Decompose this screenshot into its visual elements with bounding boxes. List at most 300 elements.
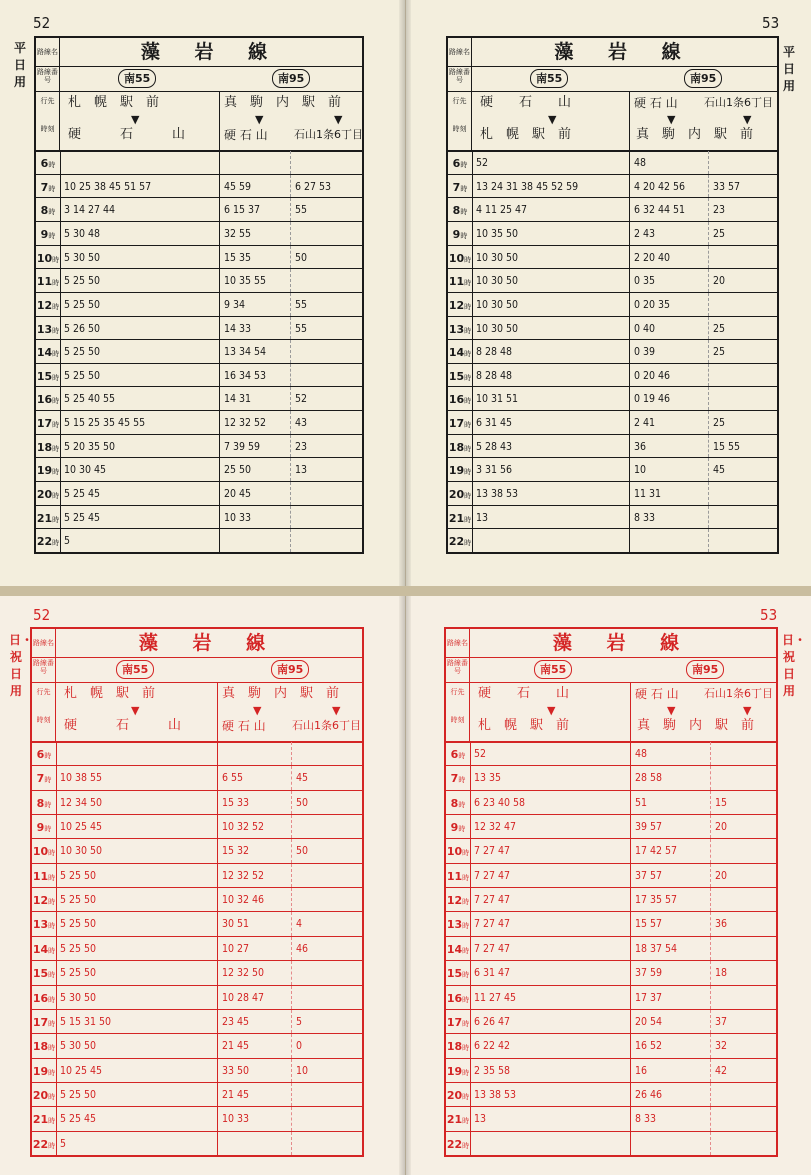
departure-times-c: 25 bbox=[708, 340, 777, 363]
via-a: 硬 石 山 bbox=[68, 127, 186, 142]
hour-suffix: 時 bbox=[52, 397, 60, 406]
departure-times-a: 5 25 50 bbox=[64, 275, 101, 288]
hour-number: 14 bbox=[32, 942, 49, 956]
departure-times-c: 55 bbox=[290, 198, 362, 221]
hour-row bbox=[446, 936, 776, 960]
departure-times-a: 7 27 47 bbox=[474, 918, 511, 931]
weekday-side-label: 平日用 bbox=[782, 45, 795, 93]
hour-suffix: 時 bbox=[52, 302, 60, 311]
hour-row bbox=[446, 911, 776, 935]
route-name-label: 路線名 bbox=[36, 38, 60, 66]
hour-cell bbox=[32, 986, 57, 1009]
book-spine bbox=[399, 596, 411, 1175]
departure-times-c bbox=[290, 529, 362, 552]
departure-times-a bbox=[56, 742, 217, 765]
departure-times-a: 4 11 25 47 bbox=[476, 204, 528, 217]
departure-times-b: 20 54 bbox=[630, 1010, 710, 1033]
hour-suffix: 時 bbox=[44, 800, 52, 809]
hour-row bbox=[448, 528, 777, 552]
hour-number: 9 bbox=[452, 227, 461, 241]
hour-suffix: 時 bbox=[48, 1044, 56, 1053]
departure-times-a: 10 30 50 bbox=[476, 298, 519, 311]
departure-times-c: 25 bbox=[708, 411, 777, 434]
hour-suffix: 時 bbox=[462, 1044, 470, 1053]
departure-times-c bbox=[291, 986, 362, 1009]
route-title: 藻 岩 線 bbox=[552, 632, 694, 654]
hour-suffix: 時 bbox=[464, 350, 472, 359]
route-name-label: 路線名 bbox=[448, 38, 472, 66]
hour-row bbox=[32, 838, 362, 862]
departure-times-a: 10 30 50 bbox=[476, 251, 519, 264]
destination-a: 硬 石 山 bbox=[478, 686, 570, 701]
hour-cell bbox=[32, 766, 57, 789]
hour-suffix: 時 bbox=[458, 752, 466, 760]
hour-number: 19 bbox=[446, 1064, 463, 1078]
departure-times-a: 5 30 48 bbox=[64, 227, 101, 240]
hour-suffix: 時 bbox=[48, 1068, 56, 1077]
hour-cell bbox=[448, 435, 473, 458]
departure-times-a: 11 27 45 bbox=[474, 991, 517, 1004]
route-badge-b: 南95 bbox=[686, 660, 724, 679]
departure-times-b: 7 39 59 bbox=[219, 435, 290, 458]
hour-row bbox=[36, 174, 362, 198]
timetable bbox=[30, 627, 364, 1157]
hour-suffix: 時 bbox=[48, 849, 56, 858]
route-badge-a: 南55 bbox=[534, 660, 572, 679]
hour-cell bbox=[32, 742, 57, 765]
departure-times-a: 5 bbox=[60, 1137, 67, 1150]
hour-number: 19 bbox=[32, 1064, 49, 1078]
hour-cell bbox=[32, 912, 57, 935]
route-number-label: 路線番号 bbox=[448, 66, 472, 91]
hour-suffix: 時 bbox=[464, 492, 472, 501]
hour-cell bbox=[36, 246, 61, 269]
departure-times-c bbox=[290, 340, 362, 363]
route-number-label: 路線番号 bbox=[32, 657, 56, 682]
hour-row bbox=[446, 1082, 776, 1106]
hour-row bbox=[36, 245, 362, 269]
arrow-down-icon: ▼ bbox=[667, 113, 676, 126]
departure-times-c: 0 bbox=[291, 1034, 362, 1057]
departure-times-a: 5 25 40 55 bbox=[64, 393, 116, 406]
route-number-label: 路線番号 bbox=[36, 66, 60, 91]
hour-cell bbox=[448, 506, 473, 529]
arrow-down-icon: ▼ bbox=[255, 113, 264, 126]
route-number-label: 路線番号 bbox=[446, 657, 470, 682]
hour-row bbox=[32, 1033, 362, 1057]
page-number: 52 bbox=[33, 14, 51, 32]
departure-times-b: 21 45 bbox=[217, 1083, 291, 1106]
departure-times-c bbox=[710, 839, 776, 862]
route-title: 藻 岩 線 bbox=[138, 632, 280, 654]
hour-row bbox=[36, 363, 362, 387]
departure-times-b: 30 51 bbox=[217, 912, 291, 935]
hour-label: 時刻 bbox=[36, 716, 51, 724]
departure-times-b bbox=[630, 1132, 710, 1155]
departure-times-b bbox=[219, 151, 290, 174]
departure-times-c bbox=[290, 269, 362, 292]
page-holiday-53 bbox=[406, 596, 811, 1175]
hour-row bbox=[32, 765, 362, 789]
departure-times-b: 37 57 bbox=[630, 864, 710, 887]
hour-suffix: 時 bbox=[462, 971, 470, 980]
via-b: 真 駒 内 駅 前 bbox=[637, 718, 755, 733]
hour-row bbox=[446, 1106, 776, 1130]
hour-suffix: 時 bbox=[464, 326, 472, 335]
departure-times-c bbox=[291, 1083, 362, 1106]
hour-row bbox=[36, 339, 362, 363]
arrow-down-icon: ▼ bbox=[131, 113, 140, 126]
hour-number: 7 bbox=[40, 180, 49, 194]
departure-times-b: 12 32 52 bbox=[219, 411, 290, 434]
hour-number: 13 bbox=[446, 918, 463, 932]
hour-cell bbox=[32, 1010, 57, 1033]
hour-row bbox=[36, 221, 362, 245]
departure-times-c bbox=[708, 364, 777, 387]
hour-row bbox=[446, 1058, 776, 1082]
arrow-down-icon: ▼ bbox=[334, 113, 343, 126]
departure-times-a: 5 15 31 50 bbox=[60, 1015, 112, 1028]
destination-label: 行先 bbox=[36, 688, 51, 696]
departure-times-c: 6 27 53 bbox=[290, 175, 362, 198]
hour-cell bbox=[36, 529, 61, 552]
hour-cell bbox=[446, 1083, 471, 1106]
departure-times-b: 37 59 bbox=[630, 961, 710, 984]
departure-times-b: 23 45 bbox=[217, 1010, 291, 1033]
hour-row bbox=[36, 528, 362, 552]
hour-row bbox=[448, 386, 777, 410]
hour-suffix: 時 bbox=[52, 539, 60, 548]
departure-times-c: 36 bbox=[710, 912, 776, 935]
hour-cell bbox=[36, 387, 61, 410]
hour-suffix: 時 bbox=[48, 873, 56, 882]
hour-cell bbox=[446, 1107, 471, 1130]
departure-times-c: 15 55 bbox=[708, 435, 777, 458]
hour-suffix: 時 bbox=[462, 1068, 470, 1077]
hour-cell bbox=[448, 269, 473, 292]
departure-times-a: 6 26 47 bbox=[474, 1015, 511, 1028]
departure-times-b: 17 35 57 bbox=[630, 888, 710, 911]
departure-times-b: 10 33 bbox=[219, 506, 290, 529]
departure-times-c bbox=[291, 888, 362, 911]
hour-number: 6 bbox=[40, 157, 49, 170]
departure-times-b: 8 33 bbox=[629, 506, 708, 529]
departure-times-b: 25 50 bbox=[219, 458, 290, 481]
hour-suffix: 時 bbox=[52, 255, 60, 264]
departure-times-c: 13 bbox=[290, 458, 362, 481]
departure-times-a: 5 25 50 bbox=[64, 369, 101, 382]
hour-suffix: 時 bbox=[460, 184, 468, 193]
hour-suffix: 時 bbox=[460, 208, 468, 217]
departure-times-b: 15 32 bbox=[217, 839, 291, 862]
hour-cell bbox=[36, 222, 61, 245]
departure-times-a: 5 30 50 bbox=[60, 1040, 97, 1053]
hour-row bbox=[36, 505, 362, 529]
hour-suffix: 時 bbox=[462, 1141, 470, 1150]
hour-number: 20 bbox=[36, 488, 53, 502]
departure-times-c bbox=[708, 506, 777, 529]
hour-number: 10 bbox=[448, 251, 465, 265]
hour-row bbox=[448, 410, 777, 434]
departure-times-c: 23 bbox=[290, 435, 362, 458]
departure-times-a: 13 bbox=[476, 511, 489, 524]
hour-suffix: 時 bbox=[460, 161, 468, 169]
departure-times-c bbox=[708, 151, 777, 174]
destination-b: 真 駒 内 駅 前 bbox=[224, 95, 342, 110]
hour-suffix: 時 bbox=[464, 302, 472, 311]
departure-times-b: 39 57 bbox=[630, 815, 710, 838]
hour-number: 11 bbox=[32, 869, 49, 883]
departure-times-a: 10 30 50 bbox=[476, 322, 519, 335]
departure-times-a: 5 25 45 bbox=[64, 488, 101, 501]
hour-number: 12 bbox=[448, 298, 465, 312]
departure-times-a: 13 35 bbox=[474, 772, 502, 785]
hour-row bbox=[36, 150, 362, 174]
route-title: 藻 岩 線 bbox=[554, 41, 695, 63]
hour-suffix: 時 bbox=[464, 279, 472, 288]
page-weekday-52 bbox=[0, 0, 405, 586]
destination-c: 石山1条6丁目 bbox=[704, 96, 773, 109]
hour-cell bbox=[32, 888, 57, 911]
departure-times-b: 14 33 bbox=[219, 317, 290, 340]
hour-suffix: 時 bbox=[52, 421, 60, 430]
departure-times-a: 5 28 43 bbox=[476, 440, 513, 453]
hour-cell bbox=[32, 864, 57, 887]
via-a: 札 幌 駅 前 bbox=[480, 127, 572, 142]
hour-suffix: 時 bbox=[464, 444, 472, 453]
departure-times-b: 0 19 46 bbox=[629, 387, 708, 410]
route-badge-b: 南95 bbox=[271, 660, 309, 679]
departure-times-c bbox=[290, 151, 362, 174]
destination-a: 硬 石 山 bbox=[480, 95, 572, 110]
hour-cell bbox=[446, 766, 471, 789]
hour-number: 13 bbox=[32, 918, 49, 932]
departure-times-a: 5 25 50 bbox=[60, 967, 97, 980]
hour-cell bbox=[448, 198, 473, 221]
hour-number: 8 bbox=[40, 204, 49, 218]
hour-suffix: 時 bbox=[48, 231, 56, 240]
hour-suffix: 時 bbox=[48, 898, 56, 907]
page-spread-divider bbox=[0, 586, 811, 596]
departure-times-a: 10 38 55 bbox=[60, 772, 103, 785]
departure-times-a: 5 30 50 bbox=[64, 251, 101, 264]
hour-row bbox=[446, 985, 776, 1009]
departure-times-a: 5 bbox=[64, 535, 71, 548]
departure-times-a: 7 27 47 bbox=[474, 894, 511, 907]
departure-times-b: 6 55 bbox=[217, 766, 291, 789]
hour-number: 11 bbox=[446, 869, 463, 883]
hour-row bbox=[448, 268, 777, 292]
departure-times-b: 51 bbox=[630, 791, 710, 814]
destination-label: 行先 bbox=[452, 97, 467, 105]
hour-cell bbox=[32, 1034, 57, 1057]
hour-suffix: 時 bbox=[48, 1117, 56, 1126]
departure-times-b: 17 42 57 bbox=[630, 839, 710, 862]
hour-number: 8 bbox=[452, 204, 461, 218]
departure-times-c: 43 bbox=[290, 411, 362, 434]
hour-suffix: 時 bbox=[462, 873, 470, 882]
departure-times-b: 4 20 42 56 bbox=[629, 175, 708, 198]
departure-times-b: 10 32 46 bbox=[217, 888, 291, 911]
hour-row bbox=[32, 1106, 362, 1130]
hour-suffix: 時 bbox=[462, 1019, 470, 1028]
route-name-label: 路線名 bbox=[32, 629, 56, 657]
hour-row bbox=[32, 887, 362, 911]
hour-number: 10 bbox=[446, 845, 463, 859]
via-b: 真 駒 内 駅 前 bbox=[636, 127, 754, 142]
hour-cell bbox=[36, 198, 61, 221]
via-c: 石山1条6丁目 bbox=[292, 719, 361, 732]
hour-number: 11 bbox=[448, 275, 465, 289]
departure-times-c bbox=[710, 986, 776, 1009]
hour-number: 7 bbox=[36, 772, 45, 786]
hour-cell bbox=[446, 1010, 471, 1033]
hour-row bbox=[448, 197, 777, 221]
hour-number: 8 bbox=[450, 796, 459, 810]
hour-cell bbox=[448, 364, 473, 387]
departure-times-b: 2 43 bbox=[629, 222, 708, 245]
hour-number: 16 bbox=[446, 991, 463, 1005]
departure-times-c: 25 bbox=[708, 222, 777, 245]
hour-number: 12 bbox=[32, 894, 49, 908]
hour-cell bbox=[32, 1132, 57, 1155]
departure-times-c: 37 bbox=[710, 1010, 776, 1033]
hour-cell bbox=[448, 222, 473, 245]
hour-cell bbox=[446, 912, 471, 935]
hour-suffix: 時 bbox=[464, 421, 472, 430]
departure-times-b: 8 33 bbox=[630, 1107, 710, 1130]
hour-suffix: 時 bbox=[52, 444, 60, 453]
hour-suffix: 時 bbox=[464, 515, 472, 524]
hour-number: 22 bbox=[32, 1137, 49, 1151]
departure-times-c: 4 bbox=[291, 912, 362, 935]
destination-b: 真 駒 内 駅 前 bbox=[222, 686, 340, 701]
hour-row bbox=[32, 911, 362, 935]
departure-times-b: 18 37 54 bbox=[630, 937, 710, 960]
holiday-side-label: 日・祝日用 bbox=[782, 633, 807, 698]
hour-number: 14 bbox=[448, 346, 465, 360]
hour-cell bbox=[36, 458, 61, 481]
page-weekday-53 bbox=[406, 0, 811, 586]
hour-cell bbox=[32, 791, 57, 814]
departure-times-a: 7 27 47 bbox=[474, 942, 511, 955]
departure-times-c: 23 bbox=[708, 198, 777, 221]
hour-row bbox=[32, 985, 362, 1009]
hour-row bbox=[446, 1131, 776, 1155]
hour-suffix: 時 bbox=[48, 1141, 56, 1150]
departure-times-c bbox=[291, 815, 362, 838]
departure-times-b: 12 32 52 bbox=[217, 864, 291, 887]
hour-suffix: 時 bbox=[52, 279, 60, 288]
holiday-side-label: 日・祝日用 bbox=[9, 633, 34, 698]
arrow-down-icon: ▼ bbox=[332, 704, 341, 717]
departure-times-b: 28 58 bbox=[630, 766, 710, 789]
hour-row bbox=[446, 1033, 776, 1057]
hour-suffix: 時 bbox=[460, 231, 468, 240]
route-badge-a: 南55 bbox=[116, 660, 154, 679]
hour-rows bbox=[32, 741, 362, 1155]
hour-number: 17 bbox=[448, 417, 465, 431]
hour-number: 17 bbox=[36, 417, 53, 431]
departure-times-b: 15 35 bbox=[219, 246, 290, 269]
hour-cell bbox=[448, 458, 473, 481]
departure-times-c bbox=[710, 1083, 776, 1106]
hour-row bbox=[32, 814, 362, 838]
hour-cell bbox=[446, 986, 471, 1009]
page-number: 53 bbox=[762, 14, 780, 32]
hour-number: 10 bbox=[32, 845, 49, 859]
hour-cell bbox=[448, 175, 473, 198]
departure-times-a: 10 30 45 bbox=[64, 464, 107, 477]
hour-number: 22 bbox=[446, 1137, 463, 1151]
departure-times-b: 21 45 bbox=[217, 1034, 291, 1057]
hour-cell bbox=[446, 961, 471, 984]
departure-times-b: 6 32 44 51 bbox=[629, 198, 708, 221]
departure-times-b: 0 40 bbox=[629, 317, 708, 340]
departure-times-a: 52 bbox=[474, 748, 487, 760]
departure-times-c bbox=[291, 1107, 362, 1130]
departure-times-a: 12 34 50 bbox=[60, 796, 103, 809]
hour-cell bbox=[32, 961, 57, 984]
hour-suffix: 時 bbox=[52, 350, 60, 359]
hour-suffix: 時 bbox=[48, 946, 56, 955]
hour-row bbox=[32, 960, 362, 984]
hour-number: 6 bbox=[452, 157, 461, 170]
departure-times-c: 50 bbox=[291, 839, 362, 862]
destination-label: 行先 bbox=[450, 688, 465, 696]
hour-number: 15 bbox=[446, 967, 463, 981]
departure-times-c: 15 bbox=[710, 791, 776, 814]
hour-number: 6 bbox=[36, 748, 45, 761]
hour-number: 18 bbox=[446, 1040, 463, 1054]
hour-row bbox=[446, 863, 776, 887]
departure-times-c: 25 bbox=[708, 317, 777, 340]
hour-cell bbox=[32, 1059, 57, 1082]
departure-times-a: 10 30 50 bbox=[60, 845, 103, 858]
departure-times-c: 45 bbox=[291, 766, 362, 789]
hour-number: 9 bbox=[36, 821, 45, 835]
hour-number: 16 bbox=[448, 393, 465, 407]
hour-number: 7 bbox=[452, 180, 461, 194]
hour-suffix: 時 bbox=[48, 1019, 56, 1028]
departure-times-b: 45 59 bbox=[219, 175, 290, 198]
arrow-down-icon: ▼ bbox=[131, 704, 140, 717]
via-a: 札 幌 駅 前 bbox=[478, 718, 570, 733]
departure-times-a: 5 25 50 bbox=[60, 894, 97, 907]
departure-times-b: 0 20 35 bbox=[629, 293, 708, 316]
hour-number: 18 bbox=[36, 440, 53, 454]
destination-b: 硬 石 山 bbox=[635, 687, 679, 701]
departure-times-b bbox=[217, 1132, 291, 1155]
hour-cell bbox=[36, 269, 61, 292]
departure-times-a: 6 31 45 bbox=[476, 417, 513, 430]
hour-number: 9 bbox=[450, 821, 459, 835]
hour-row bbox=[448, 174, 777, 198]
departure-times-a: 5 25 50 bbox=[64, 298, 101, 311]
departure-times-c bbox=[291, 1132, 362, 1155]
departure-times-c: 46 bbox=[291, 937, 362, 960]
hour-suffix: 時 bbox=[52, 373, 60, 382]
hour-cell bbox=[448, 529, 473, 552]
hour-number: 7 bbox=[450, 772, 459, 786]
departure-times-b: 15 33 bbox=[217, 791, 291, 814]
via-a: 硬 石 山 bbox=[64, 718, 182, 733]
hour-row bbox=[36, 292, 362, 316]
departure-times-a: 3 14 27 44 bbox=[64, 204, 116, 217]
departure-times-a: 13 24 31 38 45 52 59 bbox=[476, 180, 579, 193]
departure-times-a: 10 25 45 bbox=[60, 1064, 103, 1077]
departure-times-c: 45 bbox=[708, 458, 777, 481]
